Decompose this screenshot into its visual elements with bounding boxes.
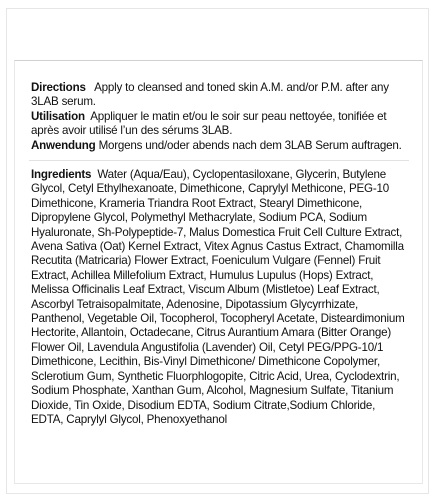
- directions-section: [31, 81, 408, 153]
- anwendung-text: Morgens und/oder abends nach dem 3LAB Serum auftragen.: [98, 138, 402, 152]
- ingredients-text: Water (Aqua/Eau), Cyclopentasiloxane, Glycerin, Butylene Glycol, Cetyl Ethylhexanoate, Dimethicone, Caprylyl Methicone, PEG-10 Dimethicone, Krameria Triandra Root Extract, Stearyl Dimethicone, Dipropylene Glycol, Polymethyl Methacrylate, Sodium PCA, Sodium Hyaluronate, Sh-Polypeptide-7, Malus Domestica Fruit Cell Culture Extract, Avena Sativa (Oat) Kernel Extract, Vitex Agnus Castus Extract, Chamomilla Recutita (Matricaria) Flower Extract, Foeniculum Vulgare (Fennel) Fruit Extract, Achillea Millefolium Extract, Humulus Lupulus (Hops) Extract, Melissa Officinalis Leaf Extract, Viscum Album (Mistletoe) Leaf Extract, Ascorbyl Tetraisopalmitate, Adenosine, Dipotassium Glycyrrhizate, Panthenol, Vegetable Oil, Tocopherol, Tocopheryl Acetate, Disteardimonium Hectorite, Allantoin, Octadecane, Citrus Aurantium Amara (Bitter Orange) Flower Oil, Lavendula Angustifolia (Lavender) Oil, Cetyl PEG/PPG-10/1 Dimethicone, Lecithin, Bis-Vinyl Dimethicone/ Dimethicone Copolymer, Sclerotium Gum, Synthetic Fluorphlogopite, Citric Acid, Urea, Cyclodextrin, Sodium Phosphate, Xanthan Gum, Alcohol, Magnesium Sulfate, Titanium Dioxide, Tin Oxide, Disodium EDTA, Sodium Citrate,Sodium Chloride, EDTA, Caprylyl Glycol, Phenoxyethanol: [31, 168, 405, 426]
- anwendung-heading: Anwendung: [31, 138, 96, 152]
- utilisation-heading: Utilisation: [31, 109, 85, 123]
- section-divider: [29, 160, 409, 161]
- ingredients-heading: Ingredients: [31, 168, 92, 181]
- directions-heading: Directions: [31, 81, 86, 94]
- utilisation-text: Appliquer le matin et/ou le soir sur peau nettoyée, tonifiée et après avoir utilisé l’un des sérums 3LAB.: [31, 109, 387, 138]
- directions-paragraph: [31, 81, 408, 110]
- utilisation-paragraph: [31, 110, 408, 139]
- ingredients-section: [31, 168, 408, 427]
- anwendung-paragraph: [31, 139, 408, 153]
- ingredients-paragraph: [31, 168, 408, 427]
- directions-text: Apply to cleansed and toned skin A.M. and/or P.M. after any 3LAB serum.: [31, 81, 389, 109]
